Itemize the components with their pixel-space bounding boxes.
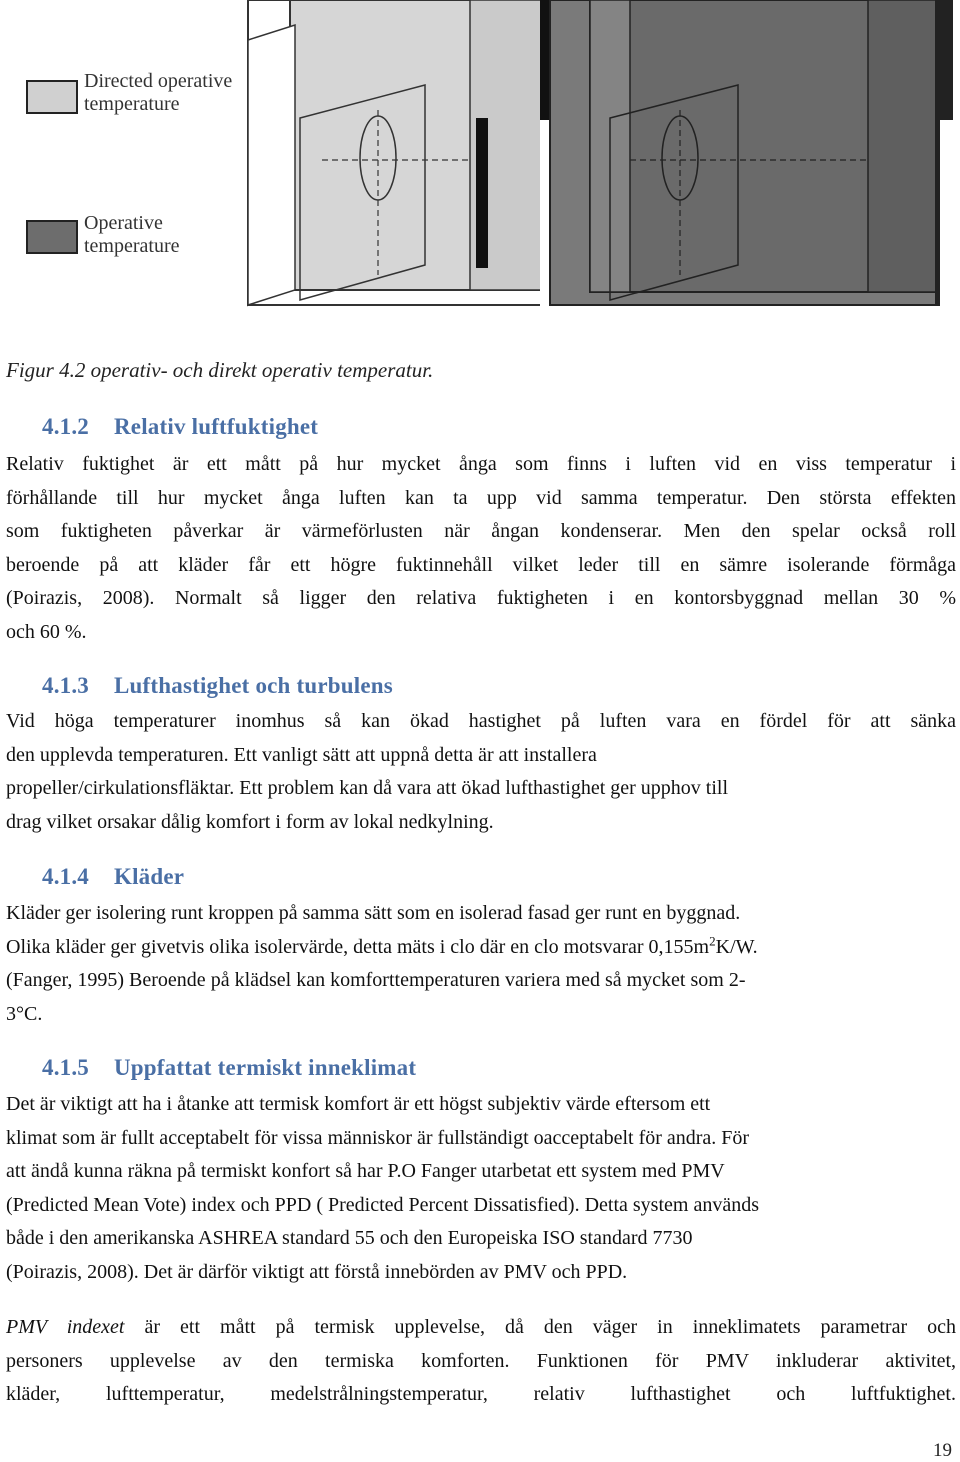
section-title: Lufthastighet och turbulens: [114, 673, 393, 698]
text-line: (Poirazis, 2008). Det är därför viktigt att förstå innebörden av PMV och PPD.: [6, 1260, 628, 1283]
page-number: 19: [933, 1440, 952, 1461]
text-line: Det är viktigt att ha i åtanke att termisk komfort är ett högst subjektiv värde eftersom ett: [6, 1093, 711, 1115]
text-line: som fuktigheten påverkar är värmeförlusten när ångan kondenserar. Men den spelar också roll: [6, 520, 956, 542]
section-number: 4.1.4: [42, 864, 89, 889]
superscript: 2: [709, 932, 716, 948]
text-line: [6, 1311, 956, 1345]
section-heading-4-1-3: [42, 673, 393, 699]
paragraph-relativ-luftfuktighet: [6, 448, 956, 649]
section-title: Uppfattat termiskt inneklimat: [114, 1055, 417, 1080]
unit-suffix: K/W.: [715, 935, 758, 958]
text-line: kläder, lufttemperatur, medelstrålningstemperatur, relativ lufthastighet och luftfuktighet.: [6, 1383, 956, 1405]
figure-operative-temperature: [0, 0, 960, 320]
text-line: (Fanger, 1995) Beroende på klädsel kan komforttemperaturen variera med så mycket som 2-: [6, 969, 746, 991]
text-line: klimat som är fullt acceptabelt för vissa människor är fullständigt oacceptabelt för andra. För: [6, 1126, 750, 1149]
text-line: personers upplevelse av den termiska komforten. Funktionen för PMV inkluderar aktivitet,: [6, 1349, 956, 1372]
text-line: att ändå kunna räkna på termiskt konfort så har P.O Fanger utarbetat ett system med PMV: [6, 1160, 725, 1182]
text-line: Relativ fuktighet är ett mått på hur mycket ånga som finns i luften vid en viss temperatur i: [6, 453, 956, 475]
text-line: Kläder ger isolering runt kroppen på samma sätt som en isolerad fasad ger runt en byggnad.: [6, 902, 741, 924]
paragraph-uppfattat-inneklimat: [6, 1088, 956, 1289]
text-line: Vid höga temperaturer inomhus så kan ökad hastighet på luften vara en fördel för att sänka: [6, 710, 956, 732]
text-line: (Poirazis, 2008). Normalt så ligger den relativa fuktigheten i en kontorsbyggnad mellan 30 %: [6, 587, 956, 609]
text-line: både i den amerikanska ASHREA standard 55 och den Europeiska ISO standard 7730: [6, 1227, 693, 1249]
section-number: 4.1.2: [42, 414, 89, 439]
section-number: 4.1.5: [42, 1055, 89, 1080]
paragraph-lufthastighet: [6, 705, 956, 839]
room-diagram: [0, 0, 960, 320]
text-line: förhållande till hur mycket ånga luften kan ta upp vid samma temperatur. Den största effekten: [6, 486, 956, 509]
section-title: Kläder: [114, 864, 185, 889]
figure-caption: Figur 4.2 operativ- och direkt operativ temperatur.: [6, 358, 434, 382]
text-line: beroende på att kläder får ett högre fuktinnehåll vilket leder till en sämre isolerande förmåga: [6, 553, 956, 576]
legend-label-operative: Operative temperature: [84, 212, 180, 257]
legend-label-directed: Directed operative temperature: [84, 70, 233, 115]
directed-room-illustration: [248, 0, 552, 310]
text-line: drag vilket orsakar dålig komfort i form av lokal nedkylning.: [6, 810, 494, 833]
operative-room-illustration: [550, 0, 954, 310]
section-heading-4-1-5: [42, 1055, 416, 1081]
text-line: och 60 %.: [6, 620, 87, 643]
section-heading-4-1-2: [42, 414, 318, 440]
section-number: 4.1.3: [42, 673, 89, 698]
pmv-term: PMV indexet: [6, 1316, 125, 1338]
section-heading-4-1-4: [42, 864, 184, 890]
text-line-part: Olika kläder ger givetvis olika isolervärde, detta mäts i clo där en clo motsvarar 0,155m: [6, 935, 710, 958]
text-line: propeller/cirkulationsfläktar. Ett problem kan då vara att ökad lufthastighet ger upphov till: [6, 777, 729, 799]
text-line: 3°C.: [6, 1002, 43, 1025]
text-line: (Predicted Mean Vote) index och PPD ( Predicted Percent Dissatisfied). Detta system används: [6, 1193, 759, 1216]
text-line: den upplevda temperaturen. Ett vanligt sätt att uppnå detta är att installera: [6, 743, 597, 766]
paragraph-klader: [6, 897, 956, 1031]
text-line: [6, 931, 956, 965]
text-line-part: är ett mått på termisk upplevelse, då den väger in inneklimatets parametrar och: [124, 1316, 956, 1338]
section-title: Relativ luftfuktighet: [114, 414, 319, 439]
paragraph-pmv: [6, 1311, 956, 1412]
